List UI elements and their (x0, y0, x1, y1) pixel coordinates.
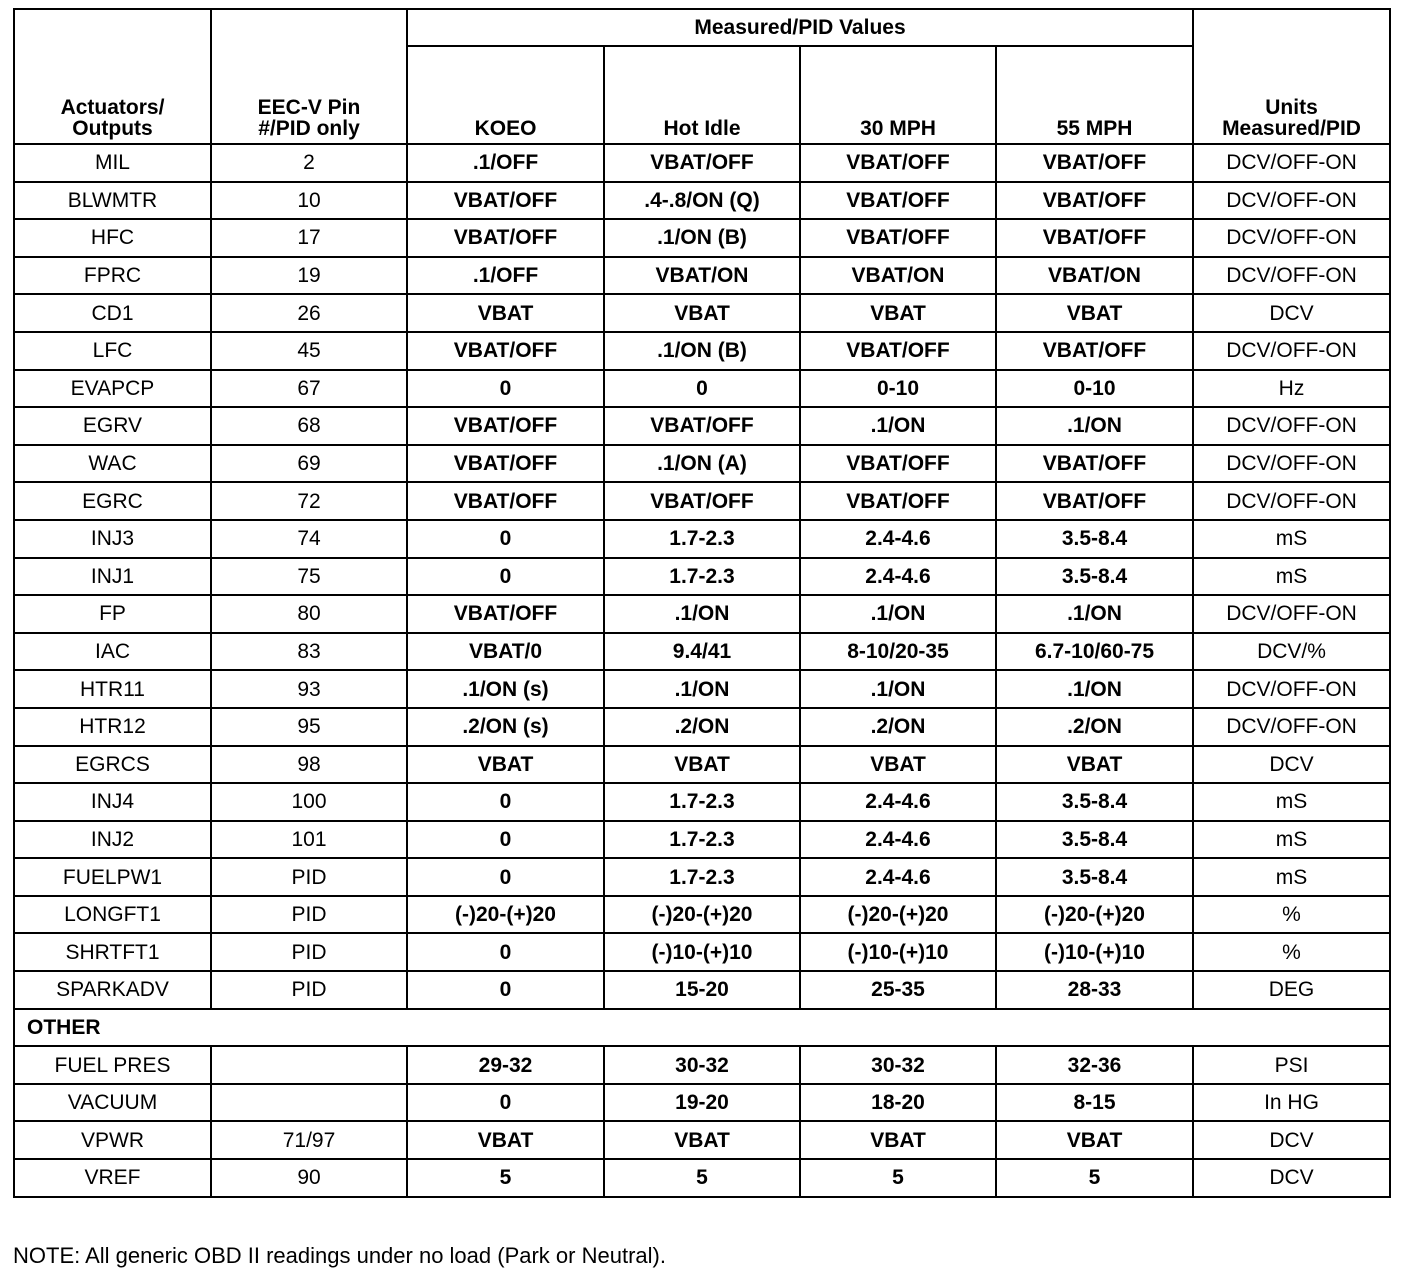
table-cell: 1.7-2.3 (604, 783, 800, 821)
table-cell: 67 (211, 370, 407, 408)
table-cell: (-)20-(+)20 (996, 896, 1193, 934)
table-cell: 29-32 (407, 1046, 604, 1084)
table-cell: .2/ON (800, 708, 996, 746)
table-cell: VBAT (800, 746, 996, 784)
table-cell: 9.4/41 (604, 633, 800, 671)
table-cell: CD1 (14, 294, 211, 332)
table-cell: 8-15 (996, 1084, 1193, 1122)
table-row (14, 708, 1390, 746)
table-cell: .4-.8/ON (Q) (604, 182, 800, 220)
table-cell: VBAT/OFF (800, 144, 996, 182)
table-cell: DCV (1193, 1159, 1390, 1197)
table-cell: 0 (407, 821, 604, 859)
table-cell: VBAT/OFF (996, 219, 1193, 257)
table-cell: VBAT/OFF (996, 445, 1193, 483)
other-section-header (14, 1009, 1390, 1047)
table-cell: BLWMTR (14, 182, 211, 220)
table-cell: 5 (996, 1159, 1193, 1197)
table-cell: mS (1193, 821, 1390, 859)
table-cell: VBAT (996, 1121, 1193, 1159)
table-cell: DCV/OFF-ON (1193, 332, 1390, 370)
table-cell: VBAT/ON (800, 257, 996, 295)
table-cell: 18-20 (800, 1084, 996, 1122)
table-cell: VBAT/OFF (407, 482, 604, 520)
table-row (14, 370, 1390, 408)
table-cell: VBAT/OFF (407, 407, 604, 445)
table-cell: mS (1193, 520, 1390, 558)
table-cell: 15-20 (604, 971, 800, 1009)
table-cell: FUEL PRES (14, 1046, 211, 1084)
table-row (14, 670, 1390, 708)
table-cell: mS (1193, 858, 1390, 896)
table-cell: VBAT/OFF (407, 219, 604, 257)
table-row (14, 1121, 1390, 1159)
table-cell: % (1193, 933, 1390, 971)
table-cell: SPARKADV (14, 971, 211, 1009)
table-cell: % (1193, 896, 1390, 934)
table-row (14, 182, 1390, 220)
table-cell: 1.7-2.3 (604, 858, 800, 896)
table-cell: .1/ON (800, 595, 996, 633)
table-cell (211, 1084, 407, 1122)
table-cell: 90 (211, 1159, 407, 1197)
table-cell: VBAT/ON (996, 257, 1193, 295)
table-cell: .2/ON (s) (407, 708, 604, 746)
table-cell: WAC (14, 445, 211, 483)
table-cell: HTR12 (14, 708, 211, 746)
table-cell: VBAT/OFF (800, 182, 996, 220)
table-cell: VBAT (604, 294, 800, 332)
table-cell: VPWR (14, 1121, 211, 1159)
table-cell: FUELPW1 (14, 858, 211, 896)
table-cell: 8-10/20-35 (800, 633, 996, 671)
table-cell: 26 (211, 294, 407, 332)
table-cell: INJ1 (14, 558, 211, 596)
table-cell: VBAT (800, 294, 996, 332)
table-cell: DCV (1193, 294, 1390, 332)
table-cell: .1/ON (996, 407, 1193, 445)
table-cell: (-)20-(+)20 (604, 896, 800, 934)
table-cell: 5 (800, 1159, 996, 1197)
table-cell: 28-33 (996, 971, 1193, 1009)
table-cell: .1/OFF (407, 257, 604, 295)
table-cell: VBAT/OFF (800, 445, 996, 483)
table-row (14, 407, 1390, 445)
table-cell: 3.5-8.4 (996, 558, 1193, 596)
table-cell: 25-35 (800, 971, 996, 1009)
header-actuators: Actuators/ Outputs (14, 9, 211, 144)
table-cell: VBAT/OFF (996, 482, 1193, 520)
table-cell: HTR11 (14, 670, 211, 708)
table-cell: 1.7-2.3 (604, 558, 800, 596)
table-cell: .1/ON (604, 595, 800, 633)
table-cell: INJ3 (14, 520, 211, 558)
table-row (14, 482, 1390, 520)
table-cell: MIL (14, 144, 211, 182)
table-cell: VBAT/OFF (996, 182, 1193, 220)
table-row (14, 1084, 1390, 1122)
table-cell: 10 (211, 182, 407, 220)
table-cell: .1/ON (B) (604, 332, 800, 370)
table-cell: INJ4 (14, 783, 211, 821)
pid-values-table (13, 8, 1391, 1198)
table-row (14, 219, 1390, 257)
table-cell: FPRC (14, 257, 211, 295)
table-cell: VBAT/OFF (996, 332, 1193, 370)
table-row (14, 558, 1390, 596)
table-cell: 17 (211, 219, 407, 257)
table-cell: VBAT (996, 746, 1193, 784)
table-cell: VBAT/0 (407, 633, 604, 671)
table-body (14, 144, 1390, 1009)
table-row (14, 332, 1390, 370)
table-cell: VBAT/OFF (604, 482, 800, 520)
table-cell: DCV/OFF-ON (1193, 219, 1390, 257)
table-cell: EGRCS (14, 746, 211, 784)
table-cell: .2/ON (996, 708, 1193, 746)
table-cell: .1/ON (800, 670, 996, 708)
table-cell: VBAT (800, 1121, 996, 1159)
table-cell: IAC (14, 633, 211, 671)
table-cell: EVAPCP (14, 370, 211, 408)
table-row (14, 294, 1390, 332)
other-body (14, 1046, 1390, 1196)
table-cell: (-)20-(+)20 (800, 896, 996, 934)
table-cell: DCV/OFF-ON (1193, 445, 1390, 483)
table-cell: VBAT/OFF (407, 595, 604, 633)
other-label: OTHER (14, 1009, 1390, 1047)
table-cell: 0 (407, 370, 604, 408)
table-cell: DEG (1193, 971, 1390, 1009)
table-cell: VBAT (407, 1121, 604, 1159)
table-cell: 75 (211, 558, 407, 596)
table-cell: EGRV (14, 407, 211, 445)
table-cell: 0 (407, 783, 604, 821)
table-cell: .1/ON (s) (407, 670, 604, 708)
table-cell: 2.4-4.6 (800, 858, 996, 896)
table-cell: 2.4-4.6 (800, 520, 996, 558)
table-cell: HFC (14, 219, 211, 257)
table-cell: SHRTFT1 (14, 933, 211, 971)
table-cell: (-)20-(+)20 (407, 896, 604, 934)
table-cell: VBAT/OFF (800, 482, 996, 520)
table-cell: VACUUM (14, 1084, 211, 1122)
table-cell: DCV/OFF-ON (1193, 595, 1390, 633)
table-cell: 101 (211, 821, 407, 859)
table-cell: .1/ON (996, 595, 1193, 633)
table-cell: (-)10-(+)10 (996, 933, 1193, 971)
table-cell: DCV/% (1193, 633, 1390, 671)
table-cell: 72 (211, 482, 407, 520)
header-55-mph: 55 MPH (996, 46, 1193, 144)
table-cell: PSI (1193, 1046, 1390, 1084)
table-cell: 2.4-4.6 (800, 783, 996, 821)
table-row (14, 445, 1390, 483)
table-cell: 2 (211, 144, 407, 182)
table-cell: (-)10-(+)10 (604, 933, 800, 971)
table-cell: VBAT/OFF (604, 407, 800, 445)
table-row (14, 144, 1390, 182)
table-cell: .2/ON (604, 708, 800, 746)
table-cell: 69 (211, 445, 407, 483)
table-cell: .1/ON (800, 407, 996, 445)
table-cell: 68 (211, 407, 407, 445)
table-cell: FP (14, 595, 211, 633)
table-cell: PID (211, 971, 407, 1009)
table-row (14, 595, 1390, 633)
table-cell: mS (1193, 558, 1390, 596)
table-row (14, 821, 1390, 859)
table-cell: DCV/OFF-ON (1193, 708, 1390, 746)
table-cell: 3.5-8.4 (996, 783, 1193, 821)
table-cell: .1/OFF (407, 144, 604, 182)
table-cell: 3.5-8.4 (996, 520, 1193, 558)
footnote: NOTE: All generic OBD II readings under no load (Park or Neutral). (13, 1243, 666, 1268)
table-cell: Hz (1193, 370, 1390, 408)
table-row (14, 633, 1390, 671)
table-cell: 0-10 (996, 370, 1193, 408)
table-cell: DCV (1193, 746, 1390, 784)
table-cell: 0 (407, 520, 604, 558)
table-cell: 0 (604, 370, 800, 408)
table-cell: EGRC (14, 482, 211, 520)
table-cell: 71/97 (211, 1121, 407, 1159)
table-cell: VBAT (407, 294, 604, 332)
header-measured-group: Measured/PID Values (407, 9, 1193, 46)
table-cell: 74 (211, 520, 407, 558)
table-cell: DCV (1193, 1121, 1390, 1159)
table-cell: 5 (407, 1159, 604, 1197)
table-cell: 2.4-4.6 (800, 821, 996, 859)
table-cell: 100 (211, 783, 407, 821)
table-cell: 0 (407, 558, 604, 596)
table-row (14, 933, 1390, 971)
table-row (14, 971, 1390, 1009)
table-cell: 19 (211, 257, 407, 295)
table-cell: 95 (211, 708, 407, 746)
table-cell: VBAT (604, 1121, 800, 1159)
table-cell: DCV/OFF-ON (1193, 144, 1390, 182)
table-cell: 5 (604, 1159, 800, 1197)
table-cell: VBAT/OFF (996, 144, 1193, 182)
table-cell: 0 (407, 1084, 604, 1122)
table-cell: VBAT/OFF (407, 445, 604, 483)
table-cell: 0 (407, 971, 604, 1009)
table-cell: PID (211, 933, 407, 971)
table-cell: VREF (14, 1159, 211, 1197)
table-cell: 6.7-10/60-75 (996, 633, 1193, 671)
table-cell: .1/ON (A) (604, 445, 800, 483)
table-cell: 30-32 (604, 1046, 800, 1084)
table-cell: mS (1193, 783, 1390, 821)
table-cell: DCV/OFF-ON (1193, 670, 1390, 708)
table-cell: DCV/OFF-ON (1193, 182, 1390, 220)
table-cell: 0-10 (800, 370, 996, 408)
table-cell: 98 (211, 746, 407, 784)
table-cell: 3.5-8.4 (996, 858, 1193, 896)
table-row (14, 896, 1390, 934)
table-cell: 2.4-4.6 (800, 558, 996, 596)
table-cell (211, 1046, 407, 1084)
table-cell: In HG (1193, 1084, 1390, 1122)
table-cell: VBAT (996, 294, 1193, 332)
header-units: Units Measured/PID (1193, 9, 1390, 144)
table-cell: 45 (211, 332, 407, 370)
table-row (14, 1159, 1390, 1197)
table-row (14, 520, 1390, 558)
header-pin: EEC-V Pin #/PID only (211, 9, 407, 144)
table-cell: VBAT (407, 746, 604, 784)
table-cell: VBAT/OFF (604, 144, 800, 182)
table-cell: PID (211, 896, 407, 934)
header-30-mph: 30 MPH (800, 46, 996, 144)
table-cell: .1/ON (B) (604, 219, 800, 257)
table-row (14, 746, 1390, 784)
table-cell: LFC (14, 332, 211, 370)
table-cell: .1/ON (604, 670, 800, 708)
table-cell: .1/ON (996, 670, 1193, 708)
table-row (14, 858, 1390, 896)
table-cell: 93 (211, 670, 407, 708)
table-row (14, 257, 1390, 295)
table-cell: LONGFT1 (14, 896, 211, 934)
table-cell: 0 (407, 933, 604, 971)
table-cell: 19-20 (604, 1084, 800, 1122)
table-cell: 83 (211, 633, 407, 671)
table-row (14, 783, 1390, 821)
table-cell: (-)10-(+)10 (800, 933, 996, 971)
table-cell: 32-36 (996, 1046, 1193, 1084)
table-cell: VBAT/OFF (800, 332, 996, 370)
table-cell: VBAT/OFF (800, 219, 996, 257)
table-cell: 1.7-2.3 (604, 821, 800, 859)
table-cell: DCV/OFF-ON (1193, 257, 1390, 295)
table-cell: 0 (407, 858, 604, 896)
table-cell: DCV/OFF-ON (1193, 407, 1390, 445)
table-cell: VBAT/OFF (407, 332, 604, 370)
table-cell: INJ2 (14, 821, 211, 859)
table-cell: VBAT (604, 746, 800, 784)
table-row (14, 1046, 1390, 1084)
table-cell: 80 (211, 595, 407, 633)
table-cell: 30-32 (800, 1046, 996, 1084)
table-cell: 1.7-2.3 (604, 520, 800, 558)
table-cell: 3.5-8.4 (996, 821, 1193, 859)
table-cell: VBAT/OFF (407, 182, 604, 220)
header-hot-idle: Hot Idle (604, 46, 800, 144)
table-cell: DCV/OFF-ON (1193, 482, 1390, 520)
header-koeo: KOEO (407, 46, 604, 144)
table-cell: VBAT/ON (604, 257, 800, 295)
table-cell: PID (211, 858, 407, 896)
